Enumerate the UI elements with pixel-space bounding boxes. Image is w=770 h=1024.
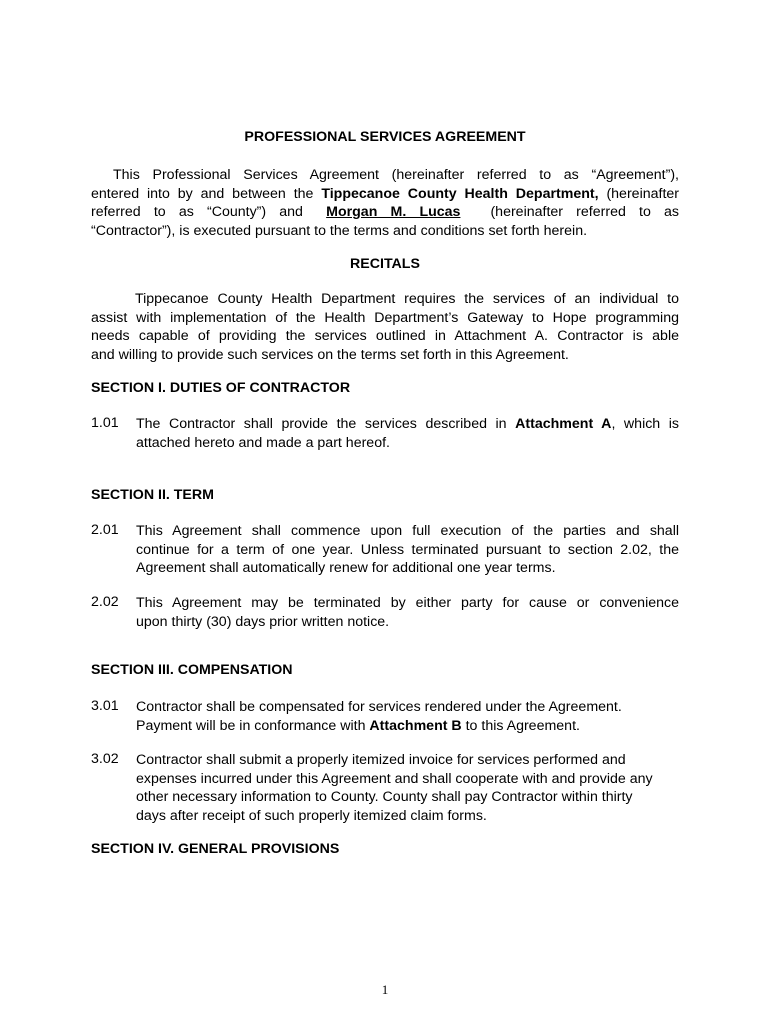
attachment-b-ref: Attachment B [369, 717, 462, 734]
item-line: This Agreement may be terminated by either party for cause or convenience [136, 595, 679, 611]
item-line: other necessary information to County. County shall pay Contractor within thirty [136, 789, 633, 805]
item-line: Contractor shall be compensated for services rendered under the Agreement. [136, 699, 622, 715]
document-title: PROFESSIONAL SERVICES AGREEMENT [244, 129, 526, 145]
item-line [136, 415, 679, 434]
item-1-01 [136, 415, 679, 452]
recitals-line-1: Tippecanoe County Health Department requires the services of an individual to [135, 291, 679, 307]
intro-text: (hereinafter referred to as [490, 204, 679, 220]
section-4-heading: SECTION IV. GENERAL PROVISIONS [91, 841, 340, 857]
recitals-line-3: needs capable of providing the services outlined in Attachment A. Contractor is able [91, 328, 679, 344]
intro-line-1: This Professional Services Agreement (hereinafter referred to as “Agreement”), [113, 167, 679, 183]
intro-text: (hereinafter [598, 185, 679, 202]
section-1-heading: SECTION I. DUTIES OF CONTRACTOR [91, 380, 351, 396]
contractor-name: Morgan M. Lucas [326, 204, 461, 220]
item-line: attached hereto and made a part hereof. [136, 434, 390, 451]
section-3-heading: SECTION III. COMPENSATION [91, 662, 293, 678]
item-line: Contractor shall submit a properly itemized invoice for services performed and [136, 752, 626, 768]
intro-line-4: “Contractor”), is executed pursuant to the terms and conditions set forth herein. [91, 222, 588, 239]
item-text: The Contractor shall provide the services described in [136, 416, 516, 432]
intro-text: referred to as “County”) and [91, 204, 317, 220]
item-2-01 [136, 522, 679, 578]
item-text: Payment will be in conformance with [136, 717, 370, 734]
recitals-line-4: and willing to provide such services on the terms set forth in this Agreement. [91, 346, 569, 363]
item-number: 2.01 [91, 522, 119, 538]
item-line: This Agreement shall commence upon full execution of the parties and shall [136, 523, 679, 539]
intro-line-2 [91, 185, 679, 204]
item-number: 3.01 [91, 698, 119, 714]
recitals-paragraph [91, 290, 679, 364]
county-name: Tippecanoe County Health Department, [321, 185, 599, 202]
recitals-heading: RECITALS [350, 256, 420, 272]
item-3-01 [136, 698, 679, 735]
intro-paragraph [91, 166, 679, 240]
item-2-02 [136, 594, 679, 631]
item-text: to this Agreement. [461, 717, 580, 734]
item-text: , which is [611, 416, 679, 432]
item-line [136, 717, 679, 736]
item-line: expenses incurred under this Agreement and shall cooperate with and provide any [136, 770, 653, 787]
item-line: continue for a term of one year. Unless terminated pursuant to section 2.02, the [136, 541, 679, 558]
intro-text: entered into by and between the [91, 185, 322, 202]
item-line: days after receipt of such properly itemized claim forms. [136, 807, 487, 824]
item-3-02 [136, 751, 679, 825]
attachment-a-ref: Attachment A [515, 416, 612, 432]
item-line: Agreement shall automatically renew for additional one year terms. [136, 560, 556, 576]
item-number: 1.01 [91, 415, 119, 431]
recitals-line-2: assist with implementation of the Health Department’s Gateway to Hope programming [91, 309, 679, 326]
page-number: 1 [381, 982, 389, 997]
item-number: 2.02 [91, 594, 119, 610]
item-number: 3.02 [91, 751, 119, 767]
intro-line-3 [91, 203, 679, 222]
item-line: upon thirty (30) days prior written notice. [136, 613, 390, 630]
section-2-heading: SECTION II. TERM [91, 487, 214, 503]
